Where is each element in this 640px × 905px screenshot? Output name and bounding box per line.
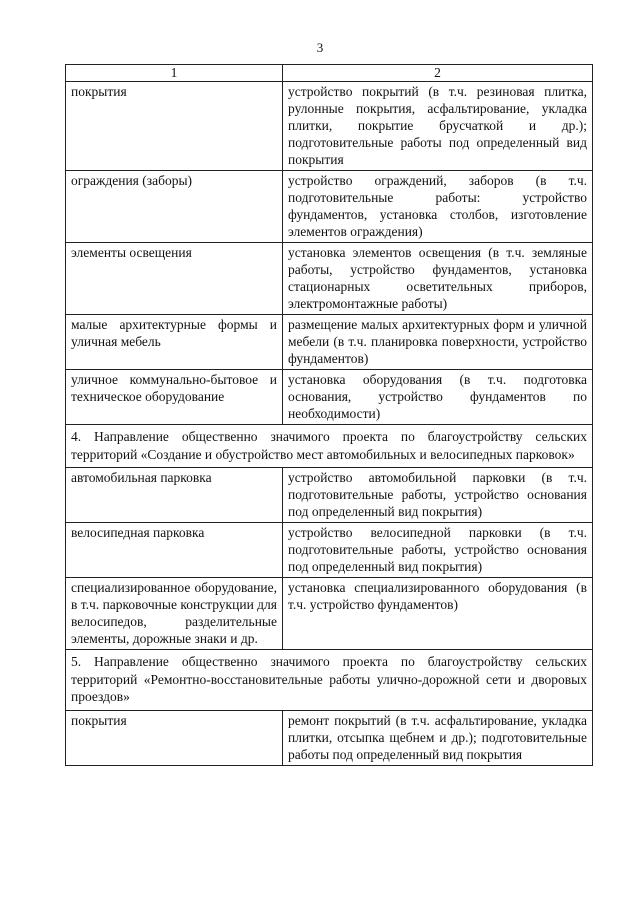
works-description-cell: установка специализированного оборудования (в т.ч. устройство фундаментов) [283, 578, 593, 650]
element-name-cell: покрытия [66, 82, 283, 171]
table-row [66, 315, 593, 370]
page-number: 3 [316, 40, 324, 55]
element-name-cell: элементы освещения [66, 243, 283, 315]
element-name-cell: ограждения (заборы) [66, 171, 283, 243]
element-name-cell: покрытия [66, 710, 283, 765]
works-description-cell: устройство покрытий (в т.ч. резиновая плитка, рулонные покрытия, асфальтирование, укладка плитки, покрытие брусчаткой и др.); подготовительные работы под определенный вид покрытия [283, 82, 593, 171]
works-table [65, 64, 593, 766]
element-name-cell: автомобильная парковка [66, 468, 283, 523]
table-row [66, 523, 593, 578]
works-description-cell: устройство велосипедной парковки (в т.ч. подготовительные работы, устройство основания под определенный вид покрытия) [283, 523, 593, 578]
element-name-cell: малые архитектурные формы и уличная мебель [66, 315, 283, 370]
section-heading-row [66, 650, 593, 711]
table-row [66, 578, 593, 650]
works-description-cell: устройство ограждений, заборов (в т.ч. подготовительные работы: устройство фундаментов, установка столбов, изготовление элементов ограждения) [283, 171, 593, 243]
element-name-cell: уличное коммунально-бытовое и техническое оборудование [66, 370, 283, 425]
element-name-cell: специализированное оборудование, в т.ч. парковочные конструкции для велосипедов, разделительные элементы, дорожные знаки и др. [66, 578, 283, 650]
works-description-cell: размещение малых архитектурных форм и уличной мебели (в т.ч. планировка поверхности, устройство фундаментов) [283, 315, 593, 370]
table-row [66, 468, 593, 523]
works-description-cell: установка элементов освещения (в т.ч. земляные работы, устройство фундаментов, установка стационарных осветительных приборов, электромонтажные работы) [283, 243, 593, 315]
table-header-col-1: 1 [66, 65, 283, 82]
works-description-cell: ремонт покрытий (в т.ч. асфальтирование, укладка плитки, отсыпка щебнем и др.); подготовительные работы под определенный вид покрытия [283, 710, 593, 765]
works-description-cell: установка оборудования (в т.ч. подготовка основания, устройство фундаментов по необходимости) [283, 370, 593, 425]
table-row [66, 710, 593, 765]
table-row [66, 370, 593, 425]
works-description-cell: устройство автомобильной парковки (в т.ч. подготовительные работы, устройство основания под определенный вид покрытия) [283, 468, 593, 523]
section-heading-row [66, 425, 593, 468]
element-name-cell: велосипедная парковка [66, 523, 283, 578]
section-heading-5: 5. Направление общественно значимого проекта по благоустройству сельских территорий «Ремонтно-восстановительные работы улично-дорожной сети и дворовых проездов» [66, 650, 593, 711]
table-row [66, 243, 593, 315]
table-row [66, 171, 593, 243]
table-row [66, 82, 593, 171]
section-heading-4: 4. Направление общественно значимого проекта по благоустройству сельских территорий «Создание и обустройство мест автомобильных и велосипедных парковок» [66, 425, 593, 468]
table-header-row [66, 65, 593, 82]
table-header-col-2: 2 [283, 65, 593, 82]
